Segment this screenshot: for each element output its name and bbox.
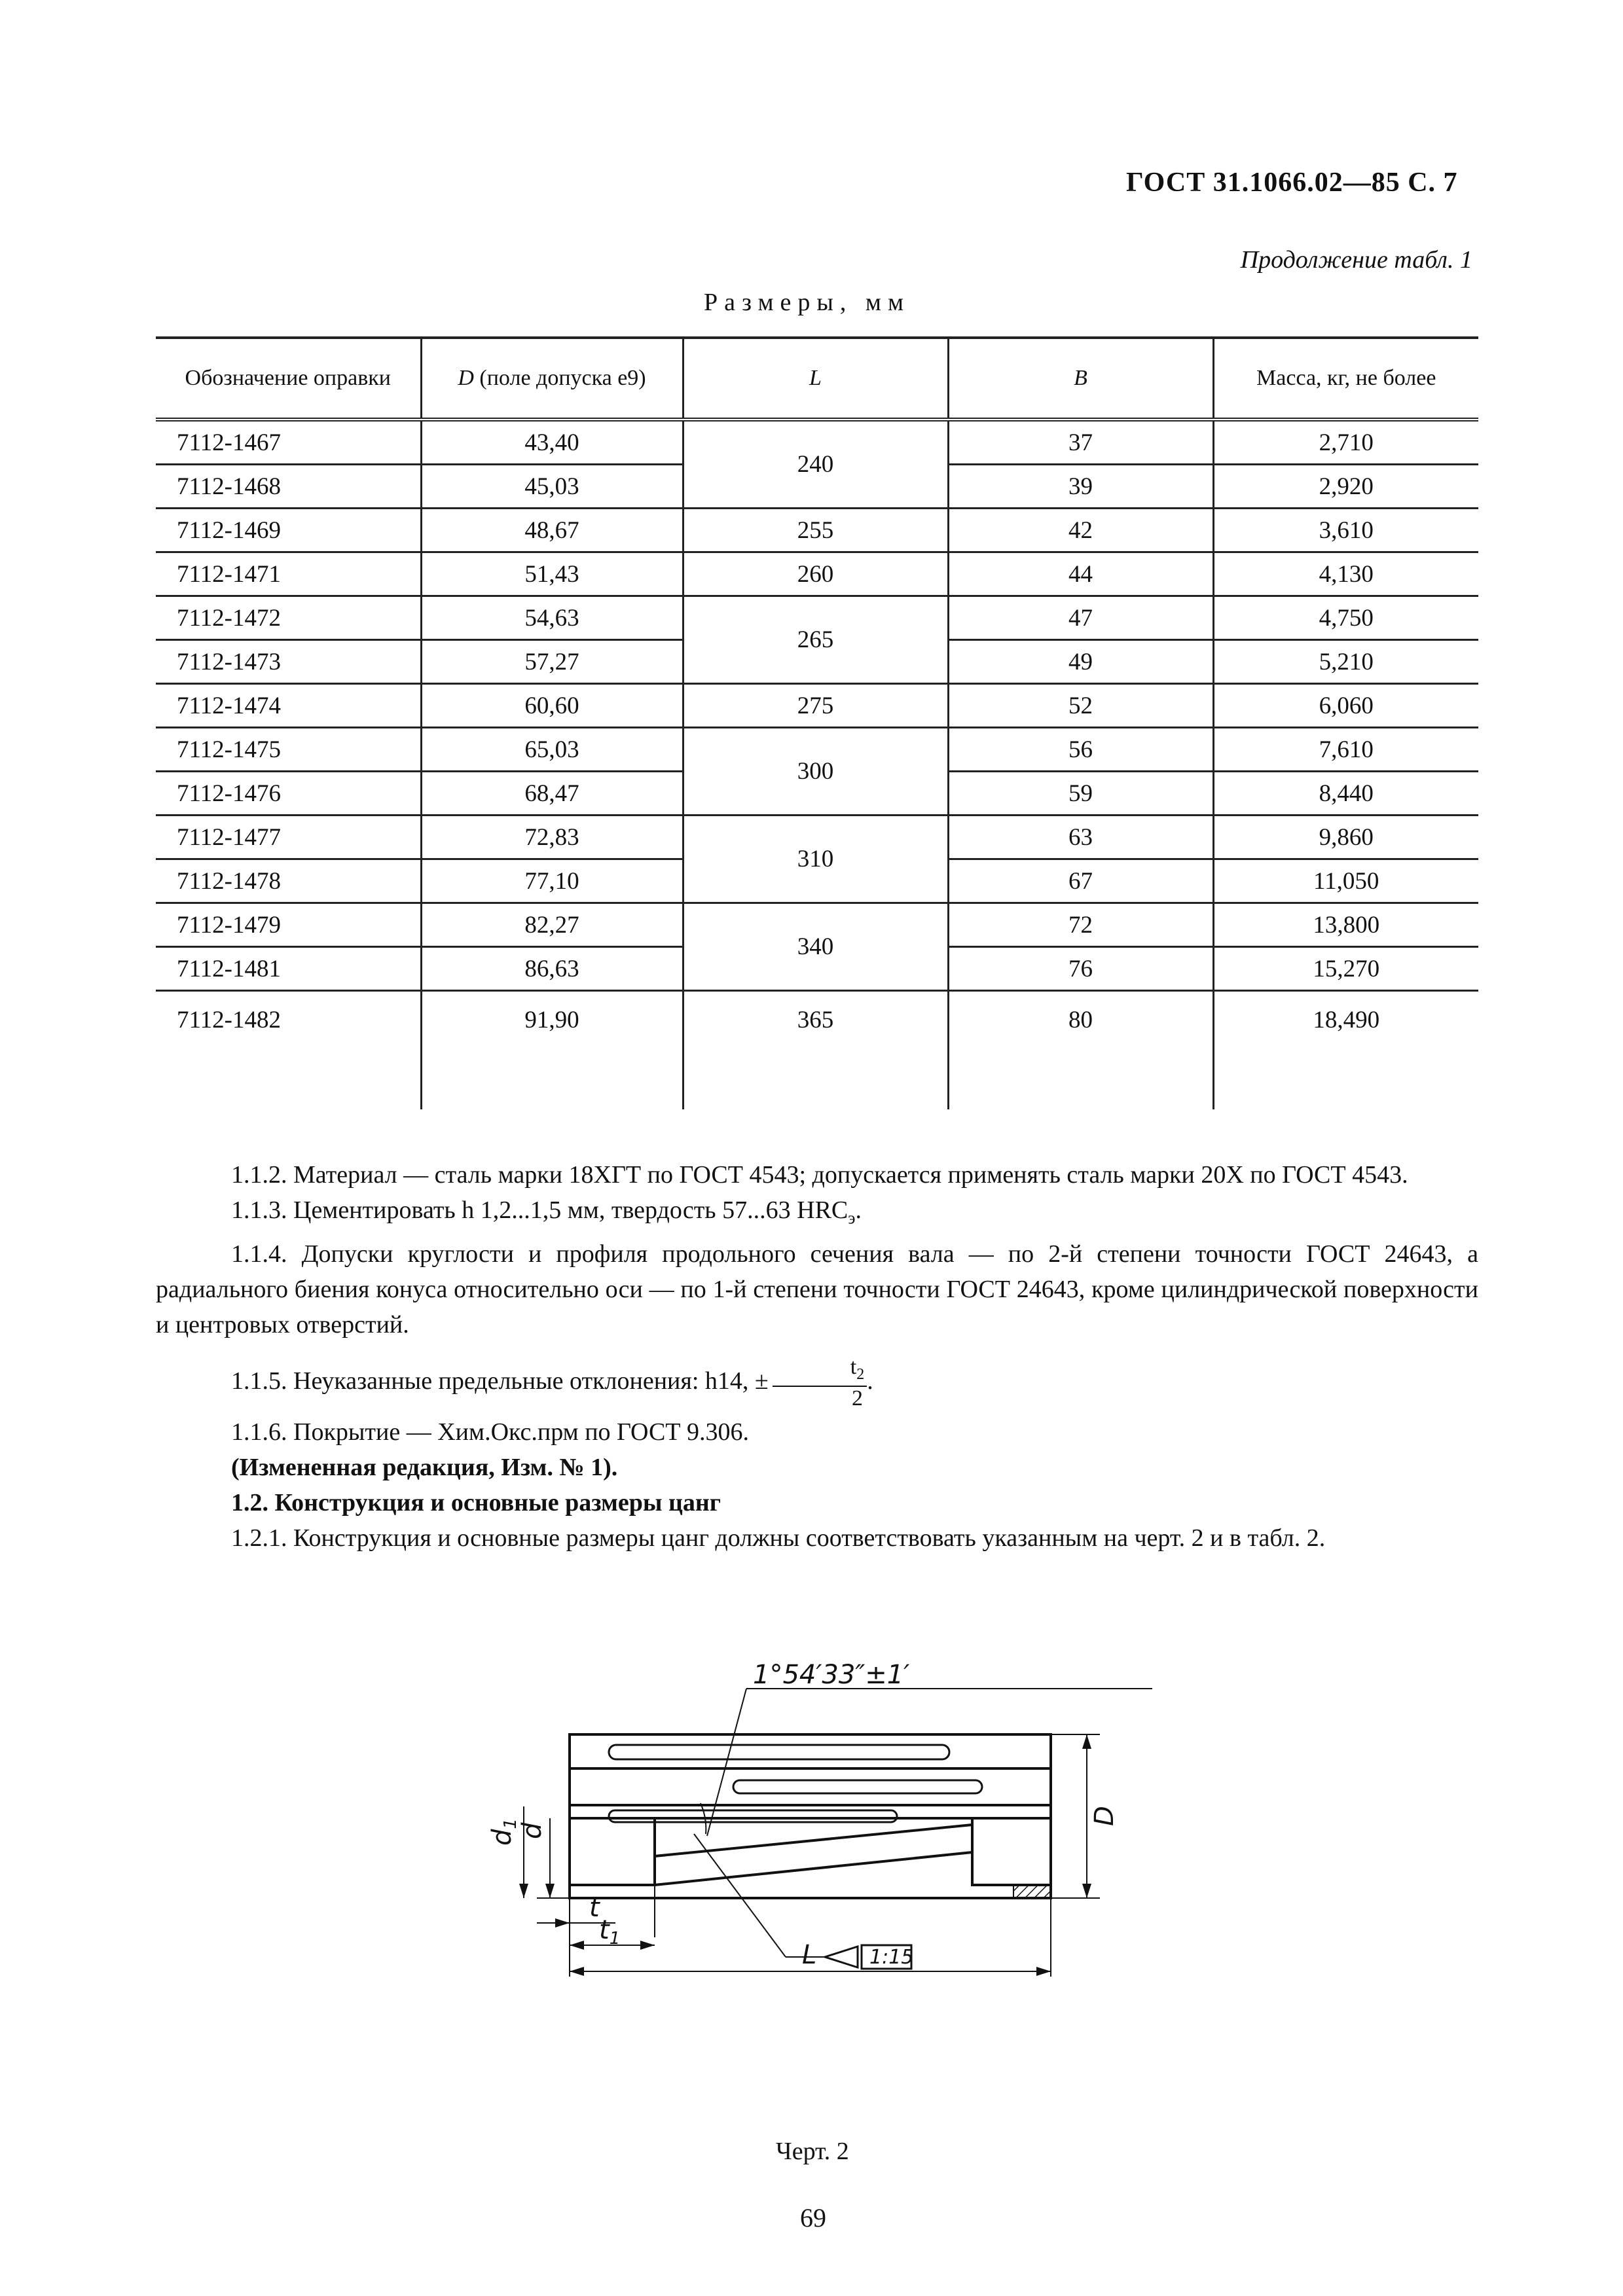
- cell-D: 91,90: [421, 991, 683, 1110]
- cell-B: 80: [948, 991, 1213, 1110]
- header-designation: Обозначение оправки: [156, 338, 421, 420]
- cell-L: 240: [683, 420, 948, 509]
- cell-D: 54,63: [421, 596, 683, 640]
- cell-designation: 7112-1482: [156, 991, 421, 1110]
- cell-mass: 2,710: [1213, 420, 1478, 465]
- table-row: [156, 596, 1478, 640]
- header-B: B: [948, 338, 1213, 420]
- body-text: [156, 1157, 1478, 1556]
- cell-D: 51,43: [421, 552, 683, 596]
- header-D: [421, 338, 683, 420]
- paragraph-1-2-1: 1.2.1. Конструкция и основные размеры цанг должны соответствовать указанным на черт. 2 и в табл. 2.: [231, 1524, 1326, 1552]
- cell-B: 49: [948, 640, 1213, 684]
- cell-B: 44: [948, 552, 1213, 596]
- paragraph-1-1-5-text: 1.1.5. Неуказанные предельные отклонения: h14, ±: [231, 1367, 769, 1395]
- fraction-denominator: 2: [852, 1386, 864, 1411]
- d-label: d: [517, 1822, 547, 1839]
- cell-D: 43,40: [421, 420, 683, 465]
- collet-slots: [609, 1745, 982, 1822]
- table-row: [156, 684, 1478, 728]
- cell-mass: 15,270: [1213, 947, 1478, 991]
- cell-D: 68,47: [421, 772, 683, 816]
- cell-mass: 18,490: [1213, 991, 1478, 1110]
- cell-designation: 7112-1471: [156, 552, 421, 596]
- cell-L: 265: [683, 596, 948, 684]
- cell-D: 86,63: [421, 947, 683, 991]
- table-row: [156, 728, 1478, 772]
- table-continuation-label: Продолжение табл. 1: [1240, 246, 1472, 274]
- cell-mass: 4,130: [1213, 552, 1478, 596]
- table-row: [156, 420, 1478, 465]
- section-1-2-heading: 1.2. Конструкция и основные размеры цанг: [231, 1489, 721, 1517]
- cell-D: 57,27: [421, 640, 683, 684]
- cell-B: 56: [948, 728, 1213, 772]
- t-label: t: [589, 1893, 600, 1923]
- cell-designation: 7112-1473: [156, 640, 421, 684]
- header-mass: Масса, кг, не более: [1213, 338, 1478, 420]
- paragraph-1-1-6: 1.1.6. Покрытие — Хим.Окс.прм по ГОСТ 9.306.: [231, 1418, 750, 1446]
- cell-B: 67: [948, 859, 1213, 903]
- cell-B: 39: [948, 465, 1213, 509]
- table-row: [156, 552, 1478, 596]
- cell-mass: 4,750: [1213, 596, 1478, 640]
- paragraph-1-1-5: [156, 1355, 1478, 1411]
- table-row: [156, 509, 1478, 552]
- cell-L: 365: [683, 991, 948, 1110]
- cell-D: 48,67: [421, 509, 683, 552]
- paragraph-1-1-3-end: .: [855, 1196, 862, 1224]
- paragraph-1-1-3-text: 1.1.3. Цементировать h 1,2...1,5 мм, твердость 57...63 HRC: [231, 1196, 848, 1224]
- cell-designation: 7112-1474: [156, 684, 421, 728]
- cell-mass: 13,800: [1213, 903, 1478, 947]
- cell-designation: 7112-1477: [156, 816, 421, 859]
- cell-mass: 9,860: [1213, 816, 1478, 859]
- cell-B: 37: [948, 420, 1213, 465]
- cell-designation: 7112-1476: [156, 772, 421, 816]
- table-row: [156, 991, 1478, 1110]
- D-label: D: [1089, 1806, 1120, 1826]
- cell-D: 72,83: [421, 816, 683, 859]
- paragraph-1-1-2: 1.1.2. Материал — сталь марки 18ХГТ по ГОСТ 4543; допускается применять сталь марки 20Х по ГОСТ 4543.: [231, 1161, 1408, 1189]
- tolerance-fraction: [773, 1355, 867, 1411]
- cell-B: 52: [948, 684, 1213, 728]
- d1-label: $d_1$: [487, 1818, 520, 1846]
- mandrel-dimensions-table: [156, 336, 1478, 1109]
- figure-caption: Черт. 2: [776, 2138, 849, 2165]
- cell-D: 82,27: [421, 903, 683, 947]
- header-D-text: (поле допуска е9): [473, 365, 646, 390]
- cell-L: 275: [683, 684, 948, 728]
- cell-designation: 7112-1472: [156, 596, 421, 640]
- cell-L: 260: [683, 552, 948, 596]
- table-row: [156, 903, 1478, 947]
- paragraph-1-1-5-end: .: [867, 1367, 873, 1395]
- cell-designation: 7112-1468: [156, 465, 421, 509]
- cell-mass: 3,610: [1213, 509, 1478, 552]
- hrc-subscript: э: [848, 1208, 856, 1228]
- t1-label: $t_1$: [599, 1915, 621, 1948]
- cell-designation: 7112-1481: [156, 947, 421, 991]
- fraction-numerator: [773, 1355, 867, 1388]
- cell-designation: 7112-1469: [156, 509, 421, 552]
- cell-designation: 7112-1467: [156, 420, 421, 465]
- cell-L: 300: [683, 728, 948, 816]
- cell-B: 42: [948, 509, 1213, 552]
- cell-B: 76: [948, 947, 1213, 991]
- dimensions-label: Размеры, мм: [704, 289, 911, 316]
- numerator-subscript: 2: [856, 1365, 865, 1383]
- cell-D: 77,10: [421, 859, 683, 903]
- cell-mass: 2,920: [1213, 465, 1478, 509]
- angle-label: 1°54′33″±1′: [753, 1660, 910, 1690]
- amendment-note: (Измененная редакция, Изм. № 1).: [231, 1454, 618, 1482]
- cell-L: 340: [683, 903, 948, 991]
- cell-mass: 8,440: [1213, 772, 1478, 816]
- cell-L: 310: [683, 816, 948, 903]
- cell-mass: 11,050: [1213, 859, 1478, 903]
- page-header: ГОСТ 31.1066.02—85 С. 7: [1126, 168, 1458, 198]
- cell-designation: 7112-1479: [156, 903, 421, 947]
- header-L: L: [683, 338, 948, 420]
- cell-designation: 7112-1478: [156, 859, 421, 903]
- cell-B: 63: [948, 816, 1213, 859]
- cell-D: 60,60: [421, 684, 683, 728]
- cell-D: 45,03: [421, 465, 683, 509]
- page-number: 69: [800, 2203, 826, 2233]
- cell-mass: 6,060: [1213, 684, 1478, 728]
- collet-drawing: [458, 1649, 1178, 1990]
- numerator-symbol: t: [850, 1354, 857, 1379]
- cell-mass: 5,210: [1213, 640, 1478, 684]
- cell-designation: 7112-1475: [156, 728, 421, 772]
- paragraph-1-1-3: [156, 1193, 1478, 1236]
- table-header-row: [156, 338, 1478, 420]
- header-D-symbol: D: [458, 365, 474, 390]
- cell-mass: 7,610: [1213, 728, 1478, 772]
- taper-label: 1:15: [869, 1946, 914, 1969]
- paragraph-1-1-4: 1.1.4. Допуски круглости и профиля продольного сечения вала — по 2-й степени точности ГОСТ 24643, а радиального биения конуса относительно оси — по 1-й степени точности ГОСТ 24643, кроме цилиндрической поверхности и центровых отверстий.: [156, 1240, 1478, 1338]
- cell-L: 255: [683, 509, 948, 552]
- cell-B: 47: [948, 596, 1213, 640]
- cell-B: 59: [948, 772, 1213, 816]
- cell-D: 65,03: [421, 728, 683, 772]
- cell-B: 72: [948, 903, 1213, 947]
- L-label: L: [802, 1940, 817, 1970]
- table-row: [156, 816, 1478, 859]
